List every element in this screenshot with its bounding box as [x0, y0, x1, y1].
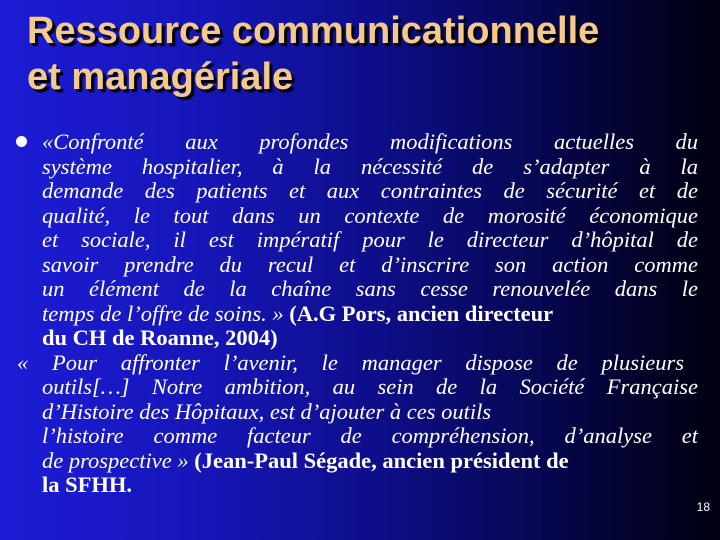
slide-title-line-2: et managériale: [27, 56, 294, 98]
quote2-line: « Pour affronter l’avenir, le manager dispose de plusieurs: [17, 349, 684, 375]
quote1-line: savoir prendre du recul et d’inscrire son action comme: [42, 251, 698, 277]
quote1-end: temps de l’offre de soins. »: [42, 300, 290, 326]
quote2-attribution: (Jean-Paul Ségade, ancien président de: [194, 447, 569, 473]
quote2-line: outils[…] Notre ambition, au sein de la Société Française: [42, 374, 698, 399]
quote2-line: l’histoire comme facteur de compréhension, d’analyse et: [42, 423, 698, 448]
quote2-end: de prospective »: [42, 447, 195, 473]
bullet-dot-icon: [16, 136, 27, 147]
quote1-line: «Confronté aux profondes modifications actuelles du: [42, 129, 698, 154]
quote1-attribution-end: du CH de Roanne, 2004): [42, 325, 278, 350]
quote1-line: un élément de la chaîne sans cesse renouvelée dans le: [42, 276, 698, 301]
quote1-line: système hospitalier, à la nécessité de s’adapter à la: [42, 153, 698, 179]
quote1-line: demande des patients et aux contraintes de sécurité et de: [42, 178, 698, 203]
quote2-attribution-end: la SFHH.: [42, 472, 133, 497]
quote2-line: d’Histoire des Hôpitaux, est d’ajouter à ces outils: [42, 398, 492, 424]
slide-title: [27, 8, 707, 100]
quote1-line: et sociale, il est impératif pour le directeur d’hôpital de: [42, 227, 698, 252]
quote1-line-8: [42, 302, 698, 327]
quote2-line-5: [42, 449, 698, 474]
quote1-line: qualité, le tout dans un contexte de morosité économique: [42, 202, 698, 228]
page-number: 18: [696, 500, 710, 514]
slide-title-line-1: Ressource communicationnelle: [27, 10, 600, 52]
quote1-attribution: (A.G Pors, ancien directeur: [289, 300, 554, 326]
